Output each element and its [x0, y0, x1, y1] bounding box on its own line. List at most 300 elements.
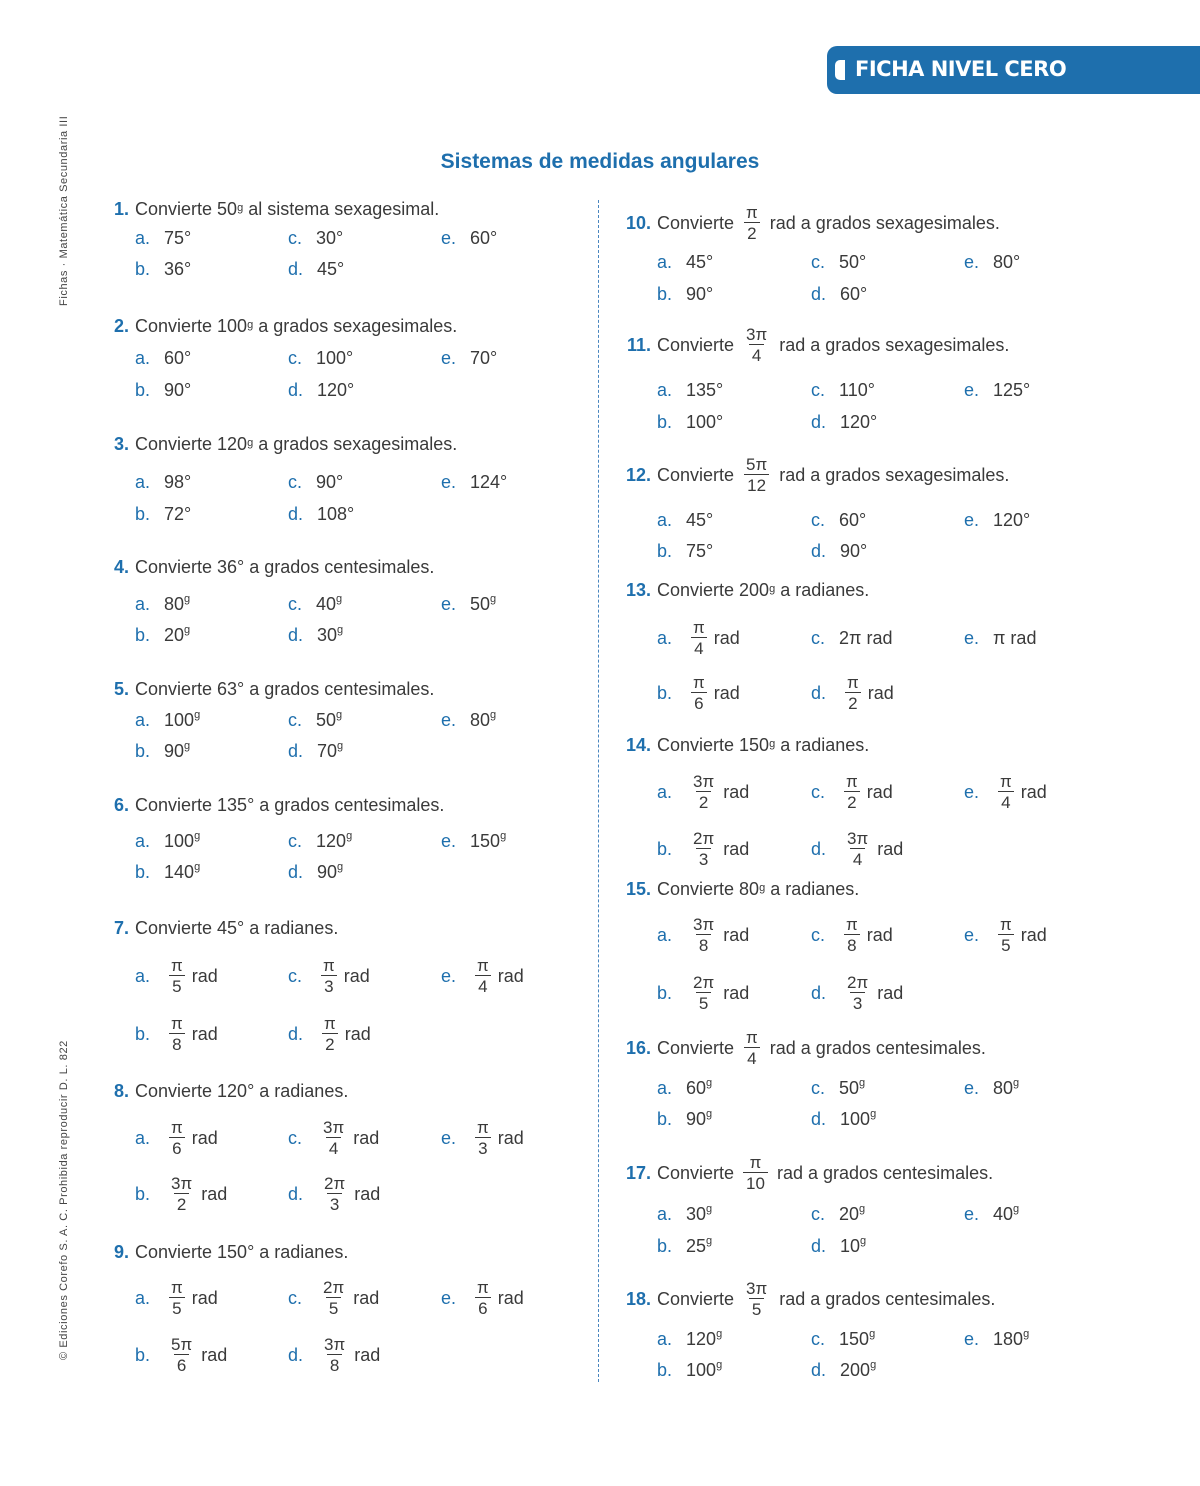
- stem-text: Convierte 135° a grados centesimales.: [135, 795, 445, 815]
- question-stem: [113, 794, 445, 816]
- option-value: 40$^g$: [993, 1203, 1020, 1224]
- answer-option-a[interactable]: [657, 618, 740, 658]
- option-value: 120$^g$: [316, 830, 353, 851]
- fraction-numerator: 3π: [847, 829, 869, 848]
- answer-option-e[interactable]: [441, 227, 497, 249]
- answer-option-b[interactable]: [657, 973, 750, 1013]
- answer-option-c[interactable]: [288, 227, 343, 249]
- option-value: 100°: [686, 412, 724, 432]
- option-letter: b.: [135, 1024, 151, 1044]
- answer-option-e[interactable]: [441, 1278, 524, 1318]
- answer-option-e[interactable]: [441, 347, 497, 369]
- option-value: 40$^g$: [316, 593, 343, 614]
- question-stem: [625, 579, 870, 601]
- fraction-denominator: 3: [696, 848, 711, 868]
- question-stem: [113, 1080, 349, 1102]
- option-value: 60°: [839, 510, 867, 530]
- option-letter: e.: [441, 1288, 457, 1308]
- option-value: 60°: [840, 284, 868, 304]
- option-value: 70$^g$: [317, 740, 344, 761]
- fraction-denominator: 8: [696, 934, 711, 954]
- answer-option-c[interactable]: [811, 1328, 875, 1350]
- answer-option-a[interactable]: [657, 772, 750, 812]
- option-letter: e.: [441, 1128, 457, 1148]
- answer-option-a[interactable]: [135, 1278, 218, 1318]
- grade-sup: g: [706, 1203, 713, 1215]
- answer-option-a[interactable]: [657, 1203, 712, 1225]
- fraction: [743, 1280, 770, 1318]
- rad-unit: rad: [877, 983, 904, 1003]
- answer-option-b[interactable]: [135, 740, 190, 762]
- fraction: [690, 916, 717, 954]
- fraction: [168, 1279, 186, 1317]
- option-letter: c.: [288, 228, 303, 248]
- fraction-denominator: 2: [844, 791, 859, 811]
- fraction: [168, 957, 186, 995]
- fraction: [168, 1015, 186, 1053]
- fraction-denominator: 4: [998, 791, 1013, 811]
- stem-text: rad a grados sexagesimales.: [764, 213, 1000, 233]
- stem-text: a radianes.: [765, 879, 860, 899]
- question-number: 12.: [625, 465, 651, 485]
- option-letter: d.: [288, 259, 304, 279]
- option-value: 60°: [164, 348, 192, 368]
- option-letter: c.: [288, 348, 303, 368]
- fraction: [843, 916, 861, 954]
- option-letter: d.: [811, 1360, 827, 1380]
- option-letter: a.: [135, 1288, 151, 1308]
- option-letter: a.: [657, 252, 673, 272]
- option-value: 2π rad: [839, 628, 893, 648]
- answer-option-a[interactable]: [135, 347, 191, 369]
- grade-sup: g: [870, 1108, 877, 1120]
- option-letter: e.: [441, 966, 457, 986]
- answer-option-a[interactable]: [135, 830, 200, 852]
- answer-option-d[interactable]: [811, 1359, 876, 1381]
- grade-sup: g: [336, 593, 343, 605]
- option-letter: b.: [657, 541, 673, 561]
- grade-sup: g: [716, 1328, 723, 1340]
- fraction-numerator: π: [746, 1028, 758, 1047]
- fraction-denominator: 2: [744, 222, 759, 242]
- option-letter: b.: [657, 839, 673, 859]
- fraction-denominator: 3: [850, 992, 865, 1012]
- answer-option-a[interactable]: [135, 471, 191, 493]
- answer-option-e[interactable]: [441, 1118, 524, 1158]
- answer-option-d[interactable]: [811, 829, 904, 869]
- option-value: 20$^g$: [839, 1203, 866, 1224]
- option-letter: c.: [288, 594, 303, 614]
- option-letter: c.: [811, 252, 826, 272]
- fraction-denominator: 6: [691, 692, 706, 712]
- answer-option-b[interactable]: [657, 540, 713, 562]
- option-value: 120°: [840, 412, 878, 432]
- stem-text: Convierte 100: [135, 316, 248, 336]
- option-value: 70°: [470, 348, 498, 368]
- answer-option-d[interactable]: [288, 503, 354, 525]
- side-caption-top: Fichas · Matemática Secundaria III: [58, 115, 70, 306]
- answer-option-a[interactable]: [135, 593, 190, 615]
- question-number: 4.: [113, 557, 129, 577]
- answer-option-e[interactable]: [964, 509, 1030, 531]
- option-letter: c.: [288, 966, 303, 986]
- answer-option-e[interactable]: [441, 709, 496, 731]
- option-letter: a.: [135, 594, 151, 614]
- fraction-denominator: 6: [174, 1354, 189, 1374]
- option-value: 45°: [317, 259, 345, 279]
- question-number: 9.: [113, 1242, 129, 1262]
- rad-unit: rad: [1020, 925, 1047, 945]
- answer-option-a[interactable]: [135, 709, 200, 731]
- page-title: Sistemas de medidas angulares: [440, 150, 760, 173]
- option-letter: b.: [657, 1109, 673, 1129]
- option-value: 140$^g$: [164, 861, 201, 882]
- rad-unit: rad: [497, 966, 524, 986]
- fraction: [474, 957, 492, 995]
- fraction: [320, 1119, 347, 1157]
- answer-option-b[interactable]: [135, 1335, 228, 1375]
- question-stem: [113, 1241, 349, 1263]
- option-value: 30$^g$: [317, 624, 344, 645]
- fraction: [743, 1154, 768, 1192]
- option-letter: e.: [964, 925, 980, 945]
- fraction-denominator: 3: [327, 1193, 342, 1213]
- answer-option-d[interactable]: [288, 624, 343, 646]
- answer-option-b[interactable]: [135, 1174, 228, 1214]
- rad-unit: rad: [191, 966, 218, 986]
- fraction-numerator: π: [846, 772, 858, 791]
- stem-text: a radianes.: [775, 735, 870, 755]
- option-letter: d.: [811, 839, 827, 859]
- badge-marker-icon: [835, 60, 845, 80]
- side-caption-bottom: © Ediciones Corefo S. A. C. Prohibida reproducir D. L. 822: [58, 1040, 70, 1360]
- answer-option-e[interactable]: [964, 1203, 1019, 1225]
- question-stem: [625, 455, 1010, 495]
- answer-option-d[interactable]: [811, 411, 877, 433]
- fraction-numerator: 3π: [746, 325, 768, 344]
- stem-text: Convierte: [657, 1289, 740, 1309]
- option-letter: a.: [657, 1078, 673, 1098]
- fraction: [321, 1015, 339, 1053]
- answer-option-b[interactable]: [657, 411, 723, 433]
- answer-option-a[interactable]: [657, 1077, 712, 1099]
- answer-option-a[interactable]: [135, 956, 218, 996]
- answer-option-a[interactable]: [135, 1118, 218, 1158]
- rad-unit: rad: [867, 683, 894, 703]
- option-letter: b.: [657, 284, 673, 304]
- answer-option-c[interactable]: [288, 471, 343, 493]
- rad-unit: rad: [191, 1128, 218, 1148]
- option-value: 90$^g$: [164, 740, 191, 761]
- answer-option-c[interactable]: [811, 251, 866, 273]
- option-letter: a.: [657, 782, 673, 802]
- answer-option-d[interactable]: [288, 258, 344, 280]
- answer-option-b[interactable]: [135, 624, 190, 646]
- option-value: 90°: [164, 380, 192, 400]
- stem-text: Convierte: [657, 213, 740, 233]
- option-letter: b.: [657, 412, 673, 432]
- answer-option-b[interactable]: [657, 829, 750, 869]
- fraction-denominator: 2: [174, 1193, 189, 1213]
- rad-unit: rad: [723, 839, 750, 859]
- answer-option-e[interactable]: [964, 1077, 1019, 1099]
- fraction-numerator: π: [171, 1014, 183, 1033]
- fraction-numerator: π: [323, 956, 335, 975]
- stem-text: Convierte 45° a radianes.: [135, 918, 339, 938]
- answer-option-d[interactable]: [288, 861, 343, 883]
- grade-sup: g: [759, 881, 766, 894]
- answer-option-b[interactable]: [135, 1014, 218, 1054]
- option-letter: d.: [288, 741, 304, 761]
- grade-sup: g: [337, 624, 344, 636]
- option-value: 180$^g$: [993, 1328, 1030, 1349]
- fraction-numerator: π: [171, 1118, 183, 1137]
- answer-option-a[interactable]: [657, 251, 713, 273]
- rad-unit: rad: [191, 1024, 218, 1044]
- fraction-numerator: π: [1000, 915, 1012, 934]
- answer-option-c[interactable]: [811, 1203, 865, 1225]
- option-letter: b.: [135, 862, 151, 882]
- answer-option-b[interactable]: [657, 1108, 712, 1130]
- question-number: 1.: [113, 199, 129, 219]
- question-stem: [625, 1279, 996, 1319]
- option-value: 100$^g$: [164, 709, 201, 730]
- rad-unit: rad: [866, 782, 893, 802]
- option-value: 10$^g$: [840, 1235, 867, 1256]
- rad-unit: rad: [497, 1128, 524, 1148]
- option-value: 100$^g$: [164, 830, 201, 851]
- option-value: 150$^g$: [839, 1328, 876, 1349]
- option-value: 90$^g$: [686, 1108, 713, 1129]
- fraction-numerator: π: [846, 915, 858, 934]
- answer-option-c[interactable]: [288, 1118, 380, 1158]
- answer-option-c[interactable]: [288, 830, 352, 852]
- answer-option-d[interactable]: [288, 1335, 381, 1375]
- answer-option-c[interactable]: [811, 772, 893, 812]
- option-letter: d.: [811, 983, 827, 1003]
- option-letter: b.: [135, 1345, 151, 1365]
- fraction-denominator: 4: [326, 1137, 341, 1157]
- answer-option-a[interactable]: [657, 379, 723, 401]
- fraction-denominator: 3: [475, 1137, 490, 1157]
- option-letter: b.: [135, 741, 151, 761]
- answer-option-b[interactable]: [135, 503, 191, 525]
- question-stem: [625, 203, 1000, 243]
- grade-sup: g: [194, 709, 201, 721]
- option-value: 50°: [839, 252, 867, 272]
- answer-option-c[interactable]: [288, 593, 342, 615]
- answer-option-d[interactable]: [811, 540, 867, 562]
- fraction-denominator: 6: [169, 1137, 184, 1157]
- answer-option-b[interactable]: [657, 1235, 712, 1257]
- answer-option-d[interactable]: [811, 1108, 876, 1130]
- rad-unit: rad: [866, 925, 893, 945]
- question-number: 6.: [113, 795, 129, 815]
- option-value: 108°: [317, 504, 355, 524]
- answer-option-b[interactable]: [657, 1359, 722, 1381]
- grade-sup: g: [184, 593, 191, 605]
- answer-option-c[interactable]: [811, 627, 892, 649]
- stem-text: rad a grados sexagesimales.: [774, 465, 1010, 485]
- answer-option-e[interactable]: [964, 915, 1047, 955]
- answer-option-c[interactable]: [288, 347, 353, 369]
- fraction-numerator: π: [847, 673, 859, 692]
- question-stem: [113, 198, 440, 220]
- stem-text: Convierte 50: [135, 199, 238, 219]
- option-letter: b.: [135, 1184, 151, 1204]
- option-value: 124°: [470, 472, 508, 492]
- option-letter: c.: [811, 380, 826, 400]
- question-number: 18.: [625, 1289, 651, 1309]
- grade-sup: g: [1013, 1077, 1020, 1089]
- stem-text: Convierte 150: [657, 735, 770, 755]
- fraction-numerator: 2π: [324, 1174, 346, 1193]
- answer-option-d[interactable]: [811, 283, 867, 305]
- answer-option-d[interactable]: [811, 673, 894, 713]
- answer-option-c[interactable]: [811, 509, 866, 531]
- option-letter: b.: [135, 625, 151, 645]
- answer-option-c[interactable]: [811, 1077, 865, 1099]
- option-letter: c.: [811, 510, 826, 530]
- fraction-numerator: 2π: [847, 973, 869, 992]
- answer-option-a[interactable]: [657, 1328, 722, 1350]
- answer-option-b[interactable]: [657, 283, 713, 305]
- answer-option-e[interactable]: [441, 471, 507, 493]
- option-letter: e.: [964, 252, 980, 272]
- stem-text: Convierte: [657, 335, 740, 355]
- option-value: 80$^g$: [993, 1077, 1020, 1098]
- answer-option-d[interactable]: [288, 1014, 371, 1054]
- option-letter: e.: [964, 510, 980, 530]
- answer-option-b[interactable]: [135, 861, 200, 883]
- option-value: 98°: [164, 472, 192, 492]
- rad-unit: rad: [723, 782, 750, 802]
- option-value: 50$^g$: [470, 593, 497, 614]
- question-number: 7.: [113, 918, 129, 938]
- answer-option-d[interactable]: [811, 973, 904, 1013]
- fraction: [743, 204, 761, 242]
- answer-option-e[interactable]: [441, 956, 524, 996]
- rad-unit: rad: [201, 1184, 228, 1204]
- answer-option-b[interactable]: [135, 258, 191, 280]
- answer-option-e[interactable]: [964, 379, 1030, 401]
- option-letter: a.: [135, 710, 151, 730]
- option-value: 45°: [686, 252, 714, 272]
- question-stem: [113, 315, 458, 337]
- answer-option-d[interactable]: [288, 740, 343, 762]
- fraction-denominator: 5: [749, 1298, 764, 1318]
- fraction-denominator: 4: [850, 848, 865, 868]
- fraction-numerator: π: [171, 1278, 183, 1297]
- fraction: [321, 1336, 348, 1374]
- stem-text: Convierte 80: [657, 879, 760, 899]
- answer-option-e[interactable]: [964, 251, 1020, 273]
- question-number: 17.: [625, 1163, 651, 1183]
- answer-option-c[interactable]: [288, 1278, 380, 1318]
- answer-option-c[interactable]: [288, 709, 342, 731]
- answer-option-e[interactable]: [964, 772, 1047, 812]
- option-letter: b.: [657, 1236, 673, 1256]
- answer-option-e[interactable]: [964, 1328, 1029, 1350]
- fraction-numerator: 3π: [746, 1279, 768, 1298]
- option-letter: c.: [811, 925, 826, 945]
- option-letter: e.: [441, 710, 457, 730]
- answer-option-c[interactable]: [811, 379, 875, 401]
- option-letter: d.: [288, 625, 304, 645]
- badge-label: FICHA NIVEL CERO: [855, 57, 1067, 81]
- option-letter: c.: [811, 1329, 826, 1349]
- option-letter: d.: [288, 1184, 304, 1204]
- grade-sup: g: [184, 740, 191, 752]
- option-value: 50$^g$: [316, 709, 343, 730]
- answer-option-d[interactable]: [811, 1235, 866, 1257]
- rad-unit: rad: [723, 983, 750, 1003]
- fraction-numerator: π: [693, 673, 705, 692]
- grade-sup: g: [237, 201, 244, 214]
- grade-sup: g: [194, 830, 201, 842]
- answer-option-a[interactable]: [657, 509, 713, 531]
- answer-option-c[interactable]: [811, 915, 893, 955]
- option-letter: b.: [657, 683, 673, 703]
- rad-unit: rad: [353, 1128, 380, 1148]
- option-value: 120°: [317, 380, 355, 400]
- option-value: 110°: [839, 380, 875, 400]
- question-stem: [625, 734, 870, 756]
- option-letter: a.: [657, 925, 673, 945]
- answer-option-b[interactable]: [135, 379, 191, 401]
- grade-sup: g: [346, 830, 353, 842]
- option-value: 120°: [993, 510, 1031, 530]
- fraction-denominator: 2: [845, 692, 860, 712]
- answer-option-e[interactable]: [441, 593, 496, 615]
- option-letter: e.: [964, 782, 980, 802]
- fraction: [474, 1119, 492, 1157]
- answer-option-a[interactable]: [135, 227, 191, 249]
- fraction-numerator: π: [1000, 772, 1012, 791]
- rad-unit: rad: [354, 1345, 381, 1365]
- fraction: [743, 456, 770, 494]
- fraction: [844, 974, 871, 1012]
- fraction: [690, 773, 717, 811]
- option-letter: d.: [288, 1024, 304, 1044]
- fraction: [168, 1175, 195, 1213]
- header-badge: [827, 46, 1200, 94]
- option-value: 72°: [164, 504, 192, 524]
- option-value: 60$^g$: [686, 1077, 713, 1098]
- option-letter: e.: [441, 594, 457, 614]
- answer-option-e[interactable]: [441, 830, 506, 852]
- option-value: 50$^g$: [839, 1077, 866, 1098]
- fraction-numerator: 5π: [746, 455, 768, 474]
- answer-option-b[interactable]: [657, 673, 740, 713]
- answer-option-a[interactable]: [657, 915, 750, 955]
- answer-option-d[interactable]: [288, 1174, 381, 1214]
- fraction-denominator: 4: [749, 344, 764, 364]
- answer-option-e[interactable]: [964, 627, 1036, 649]
- rad-unit: rad: [354, 1184, 381, 1204]
- stem-text: Convierte 120: [135, 434, 248, 454]
- grade-sup: g: [247, 436, 254, 449]
- grade-sup: g: [859, 1077, 866, 1089]
- option-letter: c.: [811, 628, 826, 648]
- answer-option-c[interactable]: [288, 956, 370, 996]
- fraction-numerator: 3π: [324, 1335, 346, 1354]
- answer-option-d[interactable]: [288, 379, 354, 401]
- option-value: 75°: [686, 541, 714, 561]
- fraction-denominator: 5: [169, 975, 184, 995]
- option-letter: e.: [964, 1329, 980, 1349]
- question-number: 5.: [113, 679, 129, 699]
